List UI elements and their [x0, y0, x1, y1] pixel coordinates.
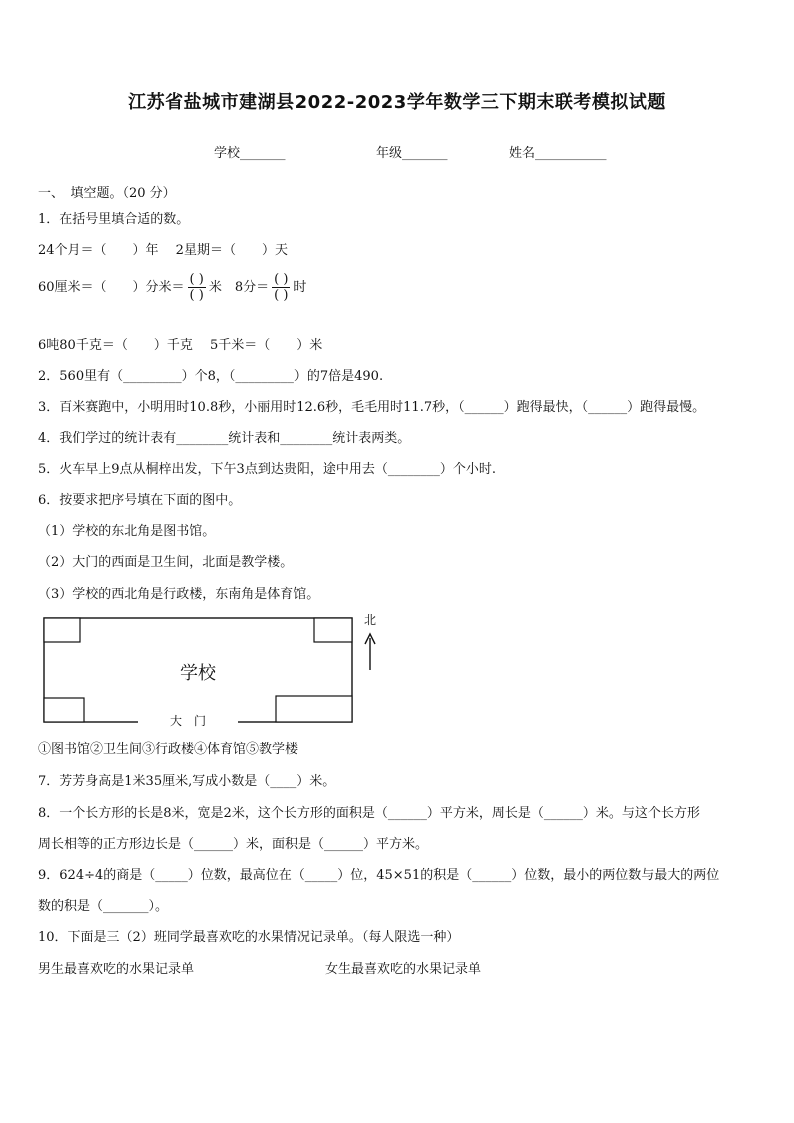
question-9-line-1: 9．624÷4的商是（_____）位数，最高位在（_____）位，45×51的积是（______）位数，最小的两位数与最大的两位: [38, 868, 720, 883]
question-1-prompt: 1．在括号里填合适的数。: [38, 212, 190, 227]
question-6-item-2: （2）大门的西面是卫生间，北面是教学楼。: [38, 555, 294, 570]
building-southwest: [44, 698, 84, 722]
section-heading: 一、 填空题。（20 分）: [38, 186, 176, 201]
question-3: 3．百米赛跑中，小明用时10.8秒，小丽用时12.6秒，毛毛用时11.7秒，（______）跑得最快，（______）跑得最慢。: [38, 400, 706, 415]
map-school-label: 学校: [180, 663, 216, 684]
school-field: 学校_______: [214, 146, 286, 161]
question-6-item-1: （1）学校的东北角是图书馆。: [38, 524, 216, 539]
grade-field: 年级_______: [376, 146, 448, 161]
question-4: 4．我们学过的统计表有________统计表和________统计表两类。: [38, 431, 411, 446]
fraction-blank-2: [272, 272, 290, 303]
school-map-drawing: [42, 614, 382, 728]
school-map: [42, 614, 382, 728]
question-2: 2．560里有（_________）个8，（_________）的7倍是490.: [38, 369, 384, 384]
question-10-prompt: 10．下面是三（2）班同学最喜欢吃的水果情况记录单。（每人限选一种）: [38, 930, 460, 945]
question-9-line-2: 数的积是（_______）。: [38, 899, 169, 914]
question-1-row-1: 24个月＝（ ）年 2星期＝（ ）天: [38, 243, 288, 258]
name-field: 姓名___________: [509, 146, 607, 161]
question-8-line-2: 周长相等的正方形边长是（______）米，面积是（______）平方米。: [38, 837, 429, 852]
map-legend: ①图书馆②卫生间③行政楼④体育馆⑤教学楼: [38, 742, 299, 757]
question-1-row-2-c: 时: [293, 280, 307, 295]
boys-record-title: 男生最喜欢吃的水果记录单: [38, 962, 195, 977]
building-southeast: [276, 696, 352, 722]
fraction-denominator-1: ( ): [189, 288, 204, 303]
fraction-blank-1: [188, 272, 206, 303]
question-8-line-1: 8．一个长方形的长是8米，宽是2米，这个长方形的面积是（______）平方米，周长是（______）米。与这个长方形: [38, 806, 700, 821]
building-northwest: [44, 618, 80, 642]
girls-record-title: 女生最喜欢吃的水果记录单: [325, 962, 482, 977]
map-gate-label: 大 门: [169, 714, 207, 728]
question-1-row-2: [38, 272, 306, 303]
building-northeast: [314, 618, 352, 642]
fraction-numerator-1: ( ): [189, 272, 204, 287]
fraction-denominator-2: ( ): [274, 288, 289, 303]
question-5: 5．火车早上9点从桐梓出发，下午3点到达贵阳，途中用去（________）个小时.: [38, 462, 496, 477]
question-1-row-2-a: 60厘米＝（ ）分米＝: [38, 280, 185, 295]
question-1-row-3: 6吨80千克＝（ ）千克 5千米＝（ ）米: [38, 338, 323, 353]
fraction-numerator-2: ( ): [274, 272, 289, 287]
question-7: 7．芳芳身高是1米35厘米,写成小数是（____）米。: [38, 774, 336, 789]
question-6-prompt: 6．按要求把序号填在下面的图中。: [38, 493, 242, 508]
page-title: 江苏省盐城市建湖县2022-2023学年数学三下期末联考模拟试题: [128, 92, 666, 113]
north-label: 北: [363, 614, 377, 627]
question-1-row-2-b: 米 8分＝: [208, 280, 270, 295]
question-6-item-3: （3）学校的西北角是行政楼，东南角是体育馆。: [38, 587, 320, 602]
